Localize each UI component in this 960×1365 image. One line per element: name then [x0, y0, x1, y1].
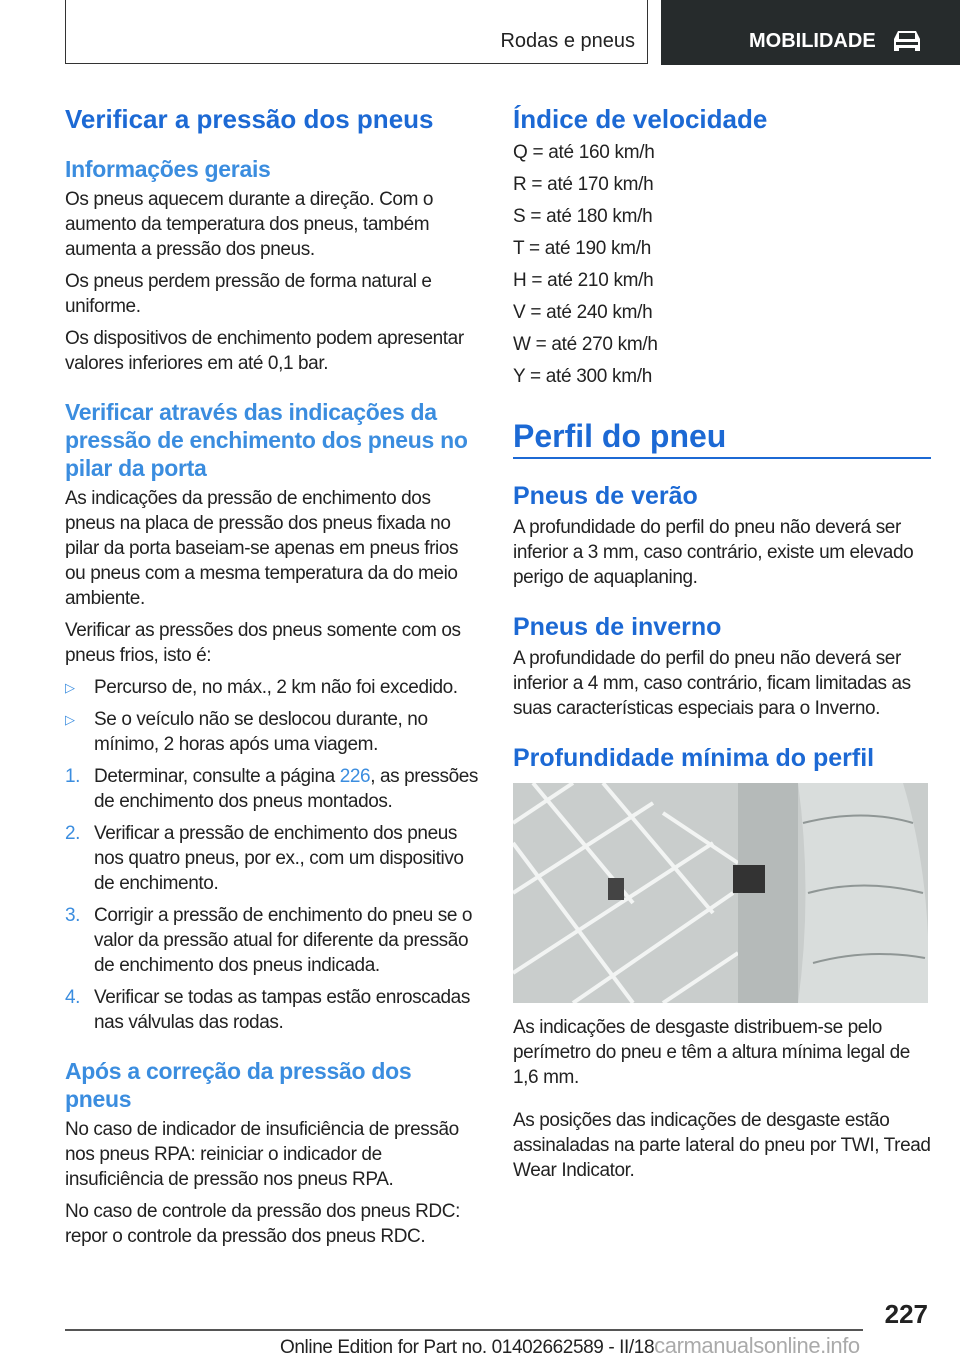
paragraph: Os dispositivos de enchimento podem apresentar valores inferiores em até 0,1 bar. — [65, 328, 464, 374]
footer-rule — [65, 1329, 863, 1331]
paragraph: No caso de controle da pressão dos pneus RDC: repor o controle da pressão dos pneus RDC. — [65, 1201, 460, 1247]
heading-winter: Pneus de inverno — [513, 613, 722, 641]
chapter-title: MOBILIDADE — [749, 30, 876, 52]
page-number: 227 — [884, 1299, 928, 1329]
speed-item: W = até 270 km/h — [513, 334, 658, 355]
footer — [280, 1333, 860, 1359]
speed-item: V = até 240 km/h — [513, 302, 653, 323]
speed-item: T = até 190 km/h — [513, 238, 651, 259]
paragraph: As posições das indicações de desgaste estão assinaladas na parte lateral do pneu por TWI, Tread Wear Indicator. — [513, 1110, 931, 1181]
paragraph: Verificar as pressões dos pneus somente com os pneus frios, isto é: — [65, 620, 461, 666]
edition-text: Online Edition for Part no. 01402662589 - II/18 — [280, 1337, 655, 1358]
car-icon — [891, 28, 923, 54]
step-item: 1. Determinar, consulte a página 226, as pressões de enchimento dos pneus montados. — [65, 766, 479, 812]
paragraph: A profundidade do perfil do pneu não deverá ser inferior a 3 mm, caso contrário, existe um elevado perigo de aquaplaning. — [513, 517, 914, 588]
left-column — [65, 103, 480, 1256]
triangle-bullet-icon: ▷ — [65, 680, 75, 695]
tread-wear-indicator-image — [513, 783, 928, 1003]
page-title: Verificar a pressão dos pneus — [65, 104, 434, 134]
speed-list — [513, 137, 931, 393]
content-columns — [0, 65, 960, 1295]
section-title: Rodas e pneus — [500, 30, 635, 52]
heading-door-pillar: Verificar através das indicações da pressão de enchimento dos pneus no pilar da porta — [65, 399, 468, 481]
list-item: ▷ Se o veículo não se deslocou durante, no mínimo, 2 horas após uma viagem. — [65, 709, 428, 755]
speed-item: R = até 170 km/h — [513, 174, 654, 195]
profile-title-block — [513, 417, 931, 459]
heading-after-correction: Após a correção da pressão dos pneus — [65, 1058, 412, 1112]
step-item: 4. Verificar se todas as tampas estão enroscadas nas válvulas das rodas. — [65, 987, 470, 1033]
paragraph: As indicações da pressão de enchimento dos pneus na placa de pressão dos pneus fixada no pilar da porta baseiam-se apenas em pneus frios ou pneus com a mesma temperatura da do meio ambiente. — [65, 488, 459, 609]
speed-item: Y = até 300 km/h — [513, 366, 653, 387]
heading-speed-index: Índice de velocidade — [513, 104, 768, 134]
watermark[interactable]: carmanualsonline.info — [654, 1333, 860, 1358]
step-item: 3. Corrigir a pressão de enchimento do pneu se o valor da pressão atual for diferente da pressão de enchimento dos pneus indicada. — [65, 905, 473, 976]
paragraph: Os pneus aquecem durante a direção. Com o aumento da temperatura dos pneus, também aumenta a pressão dos pneus. — [65, 189, 434, 260]
triangle-bullet-icon: ▷ — [65, 712, 75, 727]
section-title-profile: Perfil do pneu — [513, 418, 727, 454]
paragraph: As indicações de desgaste distribuem-se pelo perímetro do pneu e têm a altura mínima legal de 1,6 mm. — [513, 1017, 910, 1088]
footer-area — [0, 1295, 960, 1365]
heading-min-depth: Profundidade mínima do perfil — [513, 744, 875, 772]
list-item: ▷ Percurso de, no máx., 2 km não foi excedido. — [65, 677, 458, 698]
heading-general: Informações gerais — [65, 156, 271, 182]
right-column — [513, 103, 931, 1190]
heading-summer: Pneus de verão — [513, 482, 698, 510]
paragraph: A profundidade do perfil do pneu não deverá ser inferior a 4 mm, caso contrário, ficam limitadas as suas características especiais para o Inverno. — [513, 648, 911, 719]
paragraph: Os pneus perdem pressão de forma natural e uniforme. — [65, 271, 432, 317]
chapter-tab — [661, 0, 960, 65]
step-item: 2. Verificar a pressão de enchimento dos pneus nos quatro pneus, por ex., com um dispositivo de enchimento. — [65, 823, 464, 894]
speed-item: H = até 210 km/h — [513, 270, 654, 291]
paragraph: No caso de indicador de insuficiência de pressão nos pneus RPA: reiniciar o indicador de insuficiência de pressão nos pneus RPA. — [65, 1119, 459, 1190]
header — [0, 0, 960, 65]
page-link[interactable]: 226 — [339, 766, 371, 787]
speed-item: S = até 180 km/h — [513, 206, 653, 227]
speed-item: Q = até 160 km/h — [513, 142, 655, 163]
